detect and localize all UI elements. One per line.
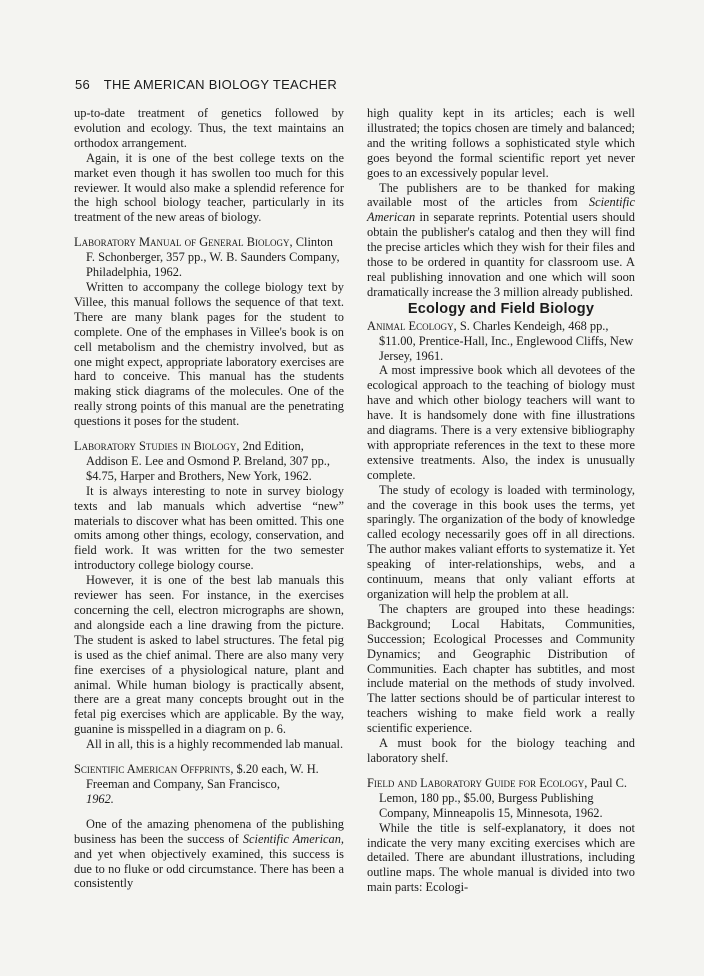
book-citation	[367, 319, 635, 364]
section-heading: Ecology and Field Biology	[407, 300, 595, 317]
book-title: Laboratory Manual of General Biology,	[74, 235, 293, 250]
book-details: $.20 each, W. H. Freeman and Company, San Francisco,	[86, 762, 319, 791]
italic-title: Scientific American	[367, 195, 635, 225]
book-details: S. Charles Kendeigh, 468 pp., $11.00, Prentice-Hall, Inc., Englewood Cliffs, New Jersey, 1961.	[379, 318, 634, 363]
review-paragraph: A most impressive book which all devotees of the ecological approach to the teaching of biology must have and which other biology teachers will want to have. It is handsomely done with fine illustrations and diagrams. There is a very extensive bibliography with appropriate references in the text to these more extensive treatments. Also, the index is unusually complete.	[367, 363, 635, 482]
book-year: 1962.	[86, 791, 114, 806]
review-paragraph: Written to accompany the college biology text by Villee, this manual follows the sequence of that text. There are many blank pages for the student to complete. One of the emphases in Villee's book is on cell metabolism and the chemistry involved, but as one might expect, appropriate laboratory exercises are hard to conceive. This manual has the students making stick diagrams of the molecules. One of the really strong points of this manual are the penetrating questions it poses for the student.	[74, 279, 344, 429]
review-paragraph: It is always interesting to note in survey biology texts and lab manuals which advertise “new” materials to discover what has been omitted. This one omits among other things, ecology, conservation, and field work. It was written for the two semester introductory college biology course.	[74, 483, 344, 573]
running-header	[75, 77, 337, 92]
review-paragraph: While the title is self-explanatory, it does not indicate the very many exciting exercises which are detailed. There are abundant illustrations, including outline maps. The whole manual is divided into two main parts: Ecologi-	[367, 820, 635, 895]
review-paragraph: up-to-date treatment of genetics followed by evolution and ecology. Thus, the text maintains an orthodox arrangement.	[74, 106, 344, 150]
review-paragraph: The study of ecology is loaded with terminology, and the coverage in this book uses the terms, yet sparingly. The organization of the body of knowledge called ecology necessarily goes off in all directions. The author makes valiant efforts to systematize it. Yet speaking of inter-relationships, webs, and a continuum, means that only valiant efforts at organization will help the problem at all.	[367, 482, 635, 601]
italic-title: Scientific American,	[242, 831, 345, 846]
page-number: 56	[75, 77, 91, 92]
review-paragraph: All in all, this is a highly recommended lab manual.	[86, 737, 344, 752]
review-paragraph: high quality kept in its articles; each is well illustrated; the topics chosen are timely and balanced; and the writing follows a sophisticated style which goes beyond the formal scientific report yet never goes to an excessively popular level.	[367, 106, 635, 180]
book-citation	[74, 762, 344, 807]
book-citation	[367, 776, 635, 821]
book-details: 2nd Edition, Addison E. Lee and Osmond P. Breland, 307 pp., $4.75, Harper and Brothers, New York, 1962.	[86, 439, 330, 483]
review-paragraph: However, it is one of the best lab manuals this reviewer has seen. For instance, in the exercises concerning the cell, electron micrographs are shown, and alongside each a line drawing from the picture. The student is asked to label structures. The fetal pig is used as the chief animal. There are also many very fine exercises of a physiological nature, plant and animal. While human biology is practically absent, there are a great many concepts brought out in the fetal pig exercises which are applicable. By the way, guanine is misspelled in a diagram on p. 6.	[74, 573, 344, 737]
book-title: Laboratory Studies in Biology,	[74, 439, 240, 454]
review-paragraph: A must book for the biology teaching and laboratory shelf.	[367, 736, 635, 765]
left-column	[74, 106, 344, 891]
book-details: Clinton F. Schonberger, 357 pp., W. B. Saunders Company, Philadelphia, 1962.	[86, 235, 340, 280]
text-run: and yet when objectively examined, this success is due to no fluke or odd circumstance. There has been a consistently	[74, 846, 344, 891]
book-title: Animal Ecology,	[367, 318, 457, 333]
text-run: in separate reprints. Potential users should obtain the publisher's catalog and then they will find the precise articles which they wish for their files and those to be ordered in quantity for classroom use. A real publishing innovation and one which will soon dramatically increase the 3 million already published.	[367, 210, 635, 299]
right-column	[367, 106, 635, 895]
review-paragraph: The chapters are grouped into these headings: Background; Local Habitats, Communities, Succession; Ecological Processes and Community Dynamics; and Geographic Distribution of Communities. Each chapter has subtitles, and most include material on the methods of study involved. The latter sections should be of particular interest to teachers wishing to make field work a really scientific experience.	[367, 601, 635, 736]
review-paragraph	[367, 181, 635, 300]
book-title: Scientific American Offprints,	[74, 762, 234, 777]
review-paragraph: Again, it is one of the best college texts on the market even though it has swollen too much for this reviewer. It would also make a splendid reference for the high school biology teacher, particularly in its treatment of the new areas of biology.	[74, 150, 344, 225]
book-citation	[74, 439, 344, 484]
book-title: Field and Laboratory Guide for Ecology,	[367, 775, 588, 790]
book-details: Paul C. Lemon, 180 pp., $5.00, Burgess Publishing Company, Minneapolis 15, Minnesota, 1962.	[379, 775, 628, 820]
text-run: One of the amazing phenomena of the publishing business has been the success of	[74, 816, 344, 846]
book-citation	[74, 235, 344, 280]
review-paragraph	[74, 817, 344, 892]
journal-title: THE AMERICAN BIOLOGY TEACHER	[103, 77, 338, 92]
text-run: The publishers are to be thanked for making available most of the articles from	[367, 180, 635, 210]
